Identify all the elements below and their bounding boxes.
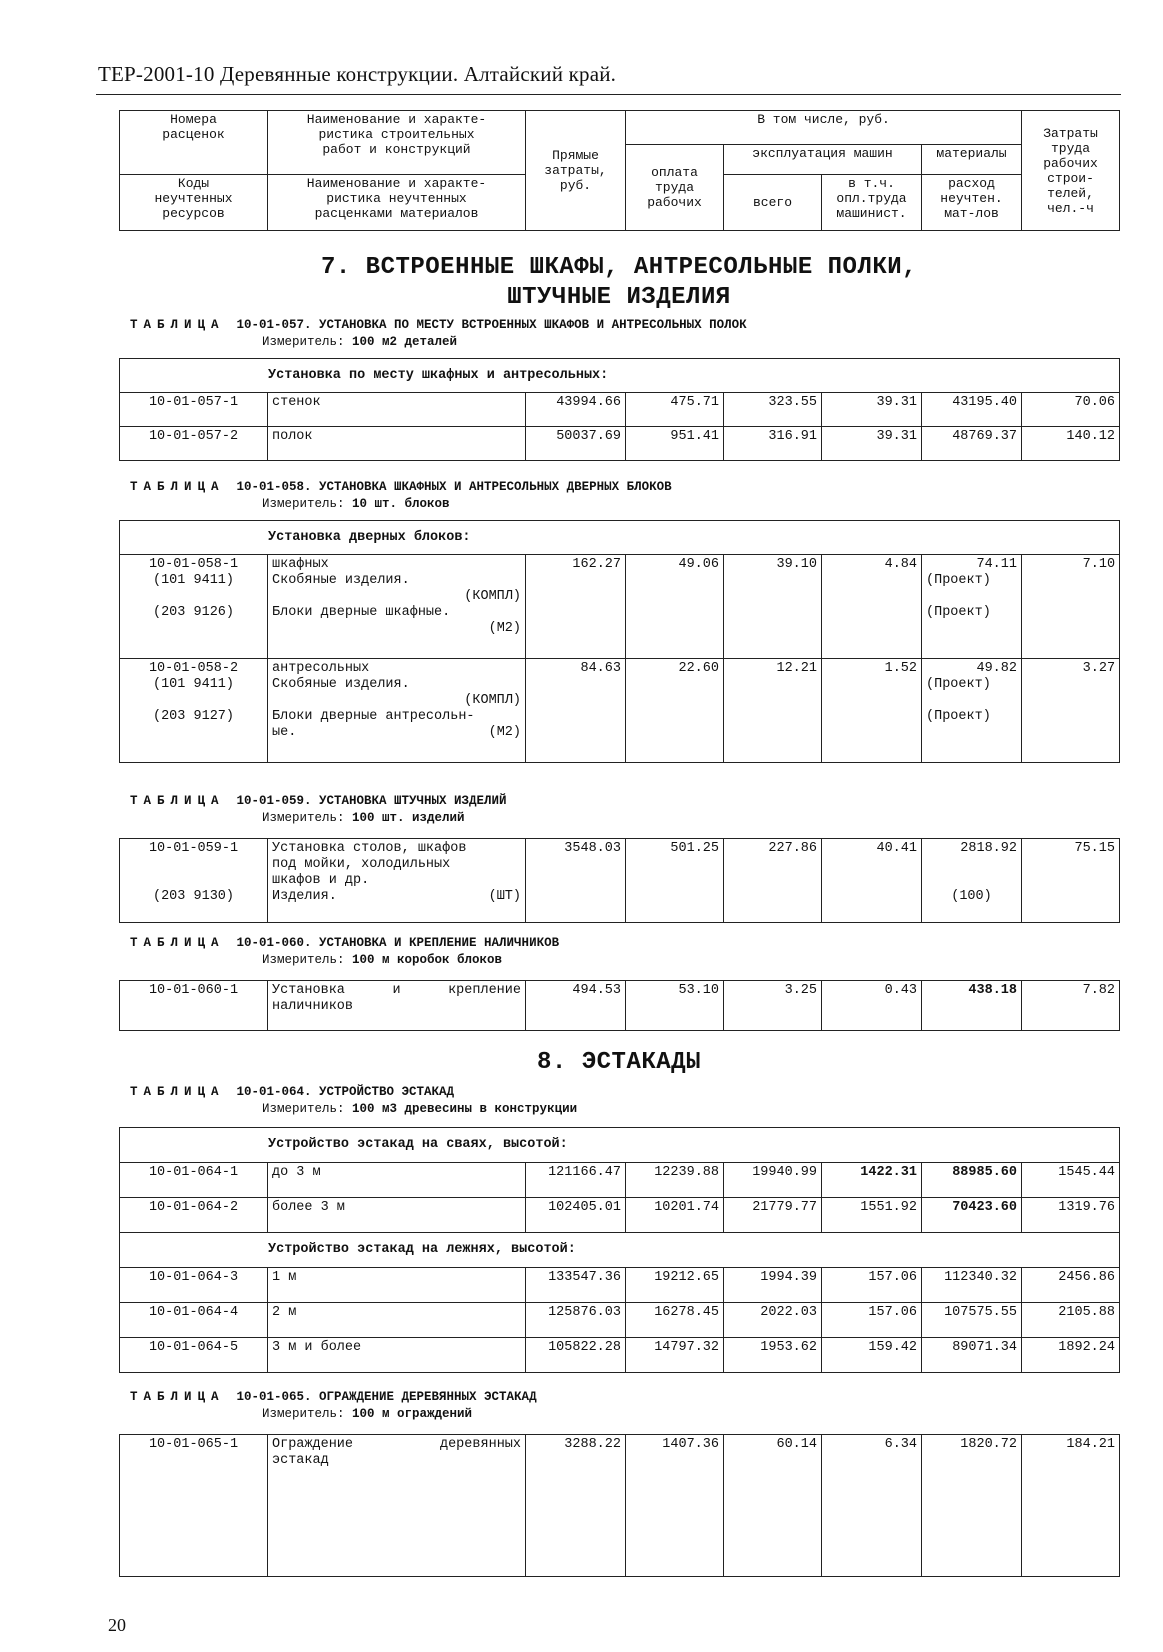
table-unit: Измеритель: 100 м2 деталей: [262, 335, 458, 349]
table-unit: Измеритель: 100 шт. изделий: [262, 811, 465, 825]
table-caption: ТАБЛИЦА 10-01-065. ОГРАЖДЕНИЕ ДЕРЕВЯННЫХ ЭСТАКАД: [130, 1390, 537, 1404]
table-unit: Измеритель: 100 м коробок блоков: [262, 953, 503, 967]
col-header-operator-wages: в т.ч. опл.труда машинист.: [822, 175, 922, 231]
table-row: 10-01-064-4 2 м 125876.03 16278.45 2022.03 157.06 107575.55 2105.88: [120, 1303, 1120, 1338]
title-rule: [96, 94, 1121, 95]
col-header-wages: оплата труда рабочих: [626, 145, 724, 231]
table-caption: ТАБЛИЦА 10-01-057. УСТАНОВКА ПО МЕСТУ ВСТРОЕННЫХ ШКАФОВ И АНТРЕСОЛЬНЫХ ПОЛОК: [130, 318, 747, 332]
section-8-title: 8. ЭСТАКАДЫ: [537, 1049, 701, 1076]
table-subhead: Устройство эстакад на сваях, высотой:: [120, 1128, 1120, 1163]
table-caption: ТАБЛИЦА 10-01-060. УСТАНОВКА И КРЕПЛЕНИЕ НАЛИЧНИКОВ: [130, 936, 560, 950]
table-10-01-059: [119, 838, 1120, 923]
table-row: 10-01-064-3 1 м 133547.36 19212.65 1994.39 157.06 112340.32 2456.86: [120, 1268, 1120, 1303]
col-header-direct-costs: Прямые затраты, руб.: [526, 111, 626, 231]
col-header-unaccounted-materials: расход неучтен. мат-лов: [922, 175, 1022, 231]
col-header-resource-name: Наименование и характе- ристика неучтенных расценками материалов: [268, 175, 526, 231]
table-10-01-064: [119, 1127, 1120, 1373]
table-10-01-058: [119, 520, 1120, 763]
table-caption: ТАБЛИЦА 10-01-059. УСТАНОВКА ШТУЧНЫХ ИЗДЕЛИЙ: [130, 794, 507, 808]
table-row: 10-01-059-1 (203 9130) Установка столов, шкафов под мойки, холодильных шкафов и др. Изделия. (ШТ) 3548.03 501.25 227.86 40.41 2818.92 (100) 75.15: [120, 839, 1120, 923]
table-10-01-065: [119, 1434, 1120, 1577]
section-7-title: 7. ВСТРОЕННЫЕ ШКАФЫ, АНТРЕСОЛЬНЫЕ ПОЛКИ, ШТУЧНЫЕ ИЗДЕЛИЯ: [320, 254, 918, 311]
table-subhead: Установка по месту шкафных и антресольных:: [120, 359, 1120, 393]
col-header-machines-total: всего: [724, 175, 822, 231]
table-caption: ТАБЛИЦА 10-01-058. УСТАНОВКА ШКАФНЫХ И АНТРЕСОЛЬНЫХ ДВЕРНЫХ БЛОКОВ: [130, 480, 672, 494]
table-unit: Измеритель: 10 шт. блоков: [262, 497, 450, 511]
column-header-table: [119, 110, 1120, 231]
table-caption: ТАБЛИЦА 10-01-064. УСТРОЙСТВО ЭСТАКАД: [130, 1085, 455, 1099]
table-10-01-060: [119, 980, 1120, 1031]
page-title: ТЕР-2001-10 Деревянные конструкции. Алтайский край.: [98, 62, 617, 86]
table-row: 10-01-057-2 полок 50037.69 951.41 316.91 39.31 48769.37 140.12: [120, 427, 1120, 461]
col-header-labor-hours: Затраты труда рабочих строи- телей, чел.-ч: [1022, 111, 1120, 231]
col-header-including: В том числе, руб.: [626, 111, 1022, 145]
table-row: 10-01-064-2 более 3 м 102405.01 10201.74 21779.77 1551.92 70423.60 1319.76: [120, 1198, 1120, 1233]
col-header-resource-code: Коды неучтенных ресурсов: [120, 175, 268, 231]
page-number: 20: [108, 1615, 126, 1635]
table-row: 10-01-064-5 3 м и более 105822.28 14797.32 1953.62 159.42 89071.34 1892.24: [120, 1338, 1120, 1373]
table-row: 10-01-057-1 стенок 43994.66 475.71 323.55 39.31 43195.40 70.06: [120, 393, 1120, 427]
table-row: 10-01-058-2 (101 9411) (203 9127) антресольных Скобяные изделия. (КОМПЛ) Блоки дверные антресольн- ые. (М2) 84.63 22.60 12.21 1.52 49.82 (Проект) (Проект) 3.27: [120, 659, 1120, 763]
col-header-code: Номера расценок: [120, 111, 268, 175]
table-subhead: Установка дверных блоков:: [120, 521, 1120, 555]
col-header-name: Наименование и характе- ристика строительных работ и конструкций: [268, 111, 526, 175]
table-row: 10-01-060-1 Установка и крепление наличников 494.53 53.10 3.25 0.43 438.18 7.82: [120, 981, 1120, 1031]
table-unit: Измеритель: 100 м ограждений: [262, 1407, 473, 1421]
table-row: 10-01-058-1 (101 9411) (203 9126) шкафных Скобяные изделия. (КОМПЛ) Блоки дверные шкафные. (М2) 162.27 49.06 39.10 4.84 74.11 (Проект) (Проект) 7.10: [120, 555, 1120, 659]
table-unit: Измеритель: 100 м3 древесины в конструкции: [262, 1102, 578, 1116]
col-header-machines: эксплуатация машин: [724, 145, 922, 175]
table-10-01-057: [119, 358, 1120, 461]
table-subhead: Устройство эстакад на лежнях, высотой:: [120, 1233, 1120, 1268]
table-row: 10-01-064-1 до 3 м 121166.47 12239.88 19940.99 1422.31 88985.60 1545.44: [120, 1163, 1120, 1198]
col-header-materials: материалы: [922, 145, 1022, 175]
table-row: 10-01-065-1 Ограждение деревянных эстакад 3288.22 1407.36 60.14 6.34 1820.72 184.21: [120, 1435, 1120, 1577]
